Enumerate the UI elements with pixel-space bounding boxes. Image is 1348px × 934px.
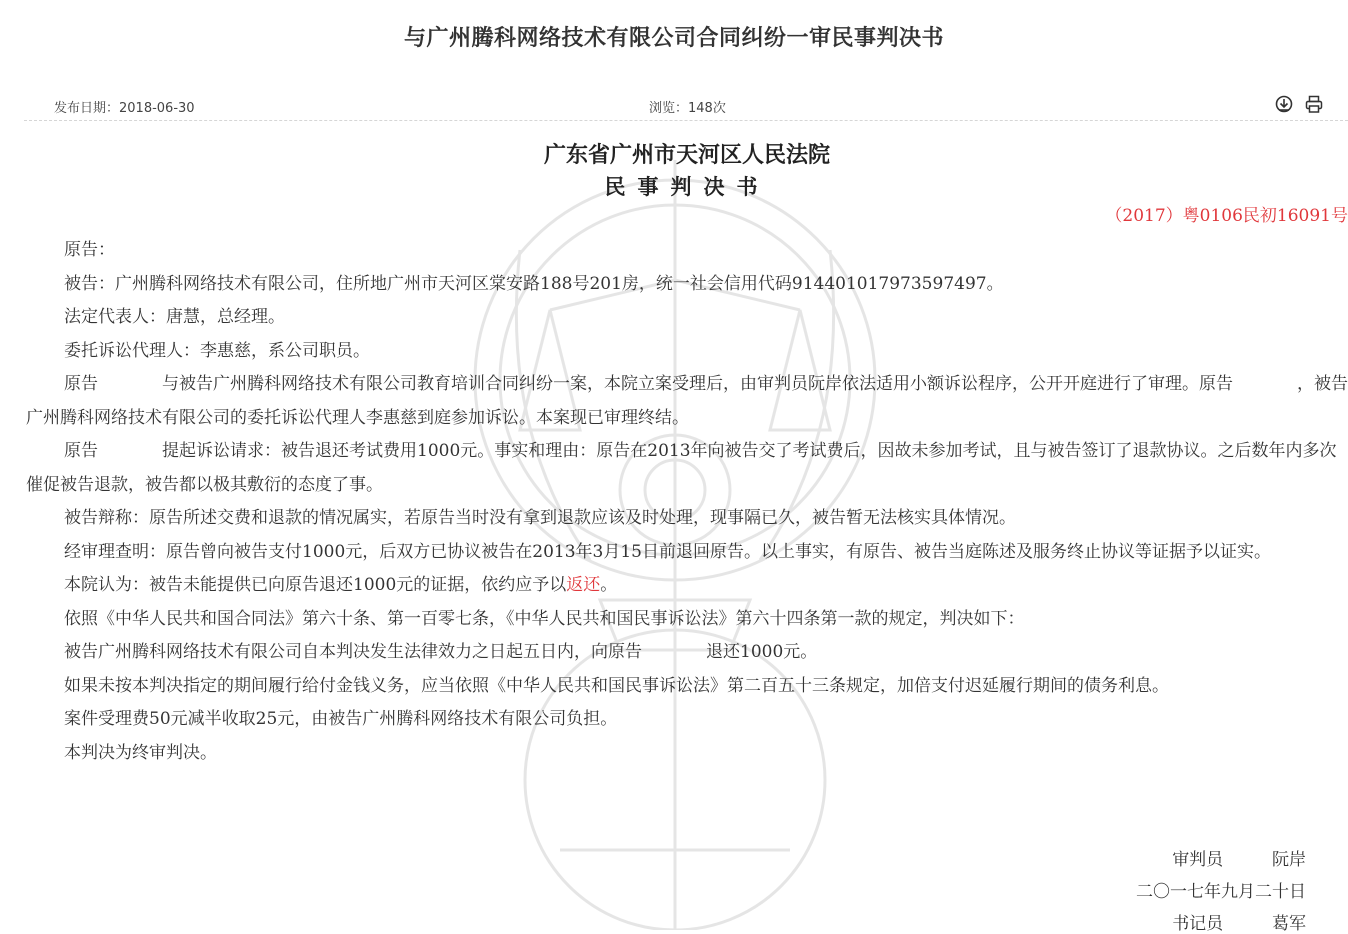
case-number: （2017）粤0106民初16091号: [1105, 206, 1348, 226]
paragraph-findings: 经审理查明：原告曾向被告支付1000元，后双方已协议被告在2013年3月15日前退回原告。以上事实，有原告、被告当庭陈述及服务终止协议等证据予以证实。: [64, 541, 1271, 562]
court-name: 广东省广州市天河区人民法院: [543, 142, 830, 168]
paragraph-legal-representative: 法定代表人：唐慧，总经理。: [64, 307, 285, 327]
text-segment: 退还1000元。: [706, 642, 818, 662]
document-type: 民事判决书: [604, 174, 770, 199]
paragraph-case-intro: [26, 368, 1348, 435]
text-segment: 与被告广州腾科网络技术有限公司教育培训合同纠纷一案，本院立案受理后，由审判员阮岸依法适用小额诉讼程序，公开开庭进行了审理。原告: [162, 374, 1233, 394]
text-segment: 原告: [64, 441, 98, 461]
meta-bar: [24, 90, 1348, 121]
text-segment: 原告: [64, 374, 98, 394]
judgment-date: 二〇一七年九月二十日: [1136, 882, 1306, 902]
judge-name: 阮岸: [1272, 850, 1306, 870]
judgment-document: [26, 140, 1348, 770]
print-icon[interactable]: [1304, 94, 1324, 114]
text-segment: 被告广州腾科网络技术有限公司自本判决发生法律效力之日起五日内，向原告: [64, 642, 642, 662]
text-segment: 提起诉讼请求：被告退还考试费用1000元。事实和理由：原告在2013年向被告交了考试费后，因故未参加考试，且与被告签订了退款协议。之后数年内多次催促被告退款，被告都以极其敷衍的态度了事。: [26, 441, 1337, 495]
paragraph-fees: 案件受理费50元减半收取25元，由被告广州腾科网络技术有限公司负担。: [64, 709, 618, 729]
publish-date: 发布日期：2018-06-30: [54, 101, 195, 116]
paragraph-plaintiff: 原告：: [64, 240, 115, 260]
judge-line: [1166, 845, 1306, 870]
paragraph-court-opinion: [26, 569, 1348, 603]
clerk-name: 葛军: [1272, 914, 1306, 934]
page-title: 与广州腾科网络技术有限公司合同纠纷一审民事判决书: [403, 25, 944, 51]
paragraph-agent: 委托诉讼代理人：李惠慈，系公司职员。: [64, 340, 370, 361]
clerk-line: [1166, 909, 1306, 934]
download-icon[interactable]: [1274, 94, 1294, 114]
paragraph-final: 本判决为终审判决。: [64, 742, 217, 763]
paragraph-defendant: 被告：广州腾科网络技术有限公司，住所地广州市天河区棠安路188号201房，统一社会信用代码91440101797359749​7。: [64, 273, 1004, 294]
view-count: 浏览：148次: [649, 101, 726, 116]
action-icons: [1274, 94, 1324, 114]
text-segment: 本院认为：被告未能提供已向原告退还1000元的证据，依约应予以: [64, 575, 567, 595]
text-segment: ，被告广州腾科网络技术有限公司的委托诉讼代理人李惠慈到庭参加诉讼。本案现已审理终结。: [26, 374, 1348, 428]
highlight-link[interactable]: 返还: [566, 575, 601, 595]
paragraph-claims: [26, 435, 1348, 502]
paragraph-defense: 被告辩称：原告所述交费和退款的情况属实，若原告当时没有拿到退款应该及时处理，现事隔已久，被告暂无法核实具体情况。: [64, 508, 1016, 528]
paragraph-ruling: [26, 636, 1348, 670]
text-segment: 。: [600, 575, 618, 595]
paragraph-late-performance: 如果未按本判决指定的期间履行给付金钱义务，应当依照《中华人民共和国民事诉讼法》第二百五十三条规定，加倍支付迟延履行期间的债务利息。: [64, 675, 1169, 696]
paragraph-legal-basis: 依照《中华人民共和国合同法》第六十条、第一百零七条，《中华人民共和国民事诉讼法》第六十四条第一款的规定，判决如下：: [64, 608, 1025, 629]
judge-title: 审判员: [1172, 850, 1224, 870]
clerk-title: 书记员: [1172, 914, 1224, 934]
